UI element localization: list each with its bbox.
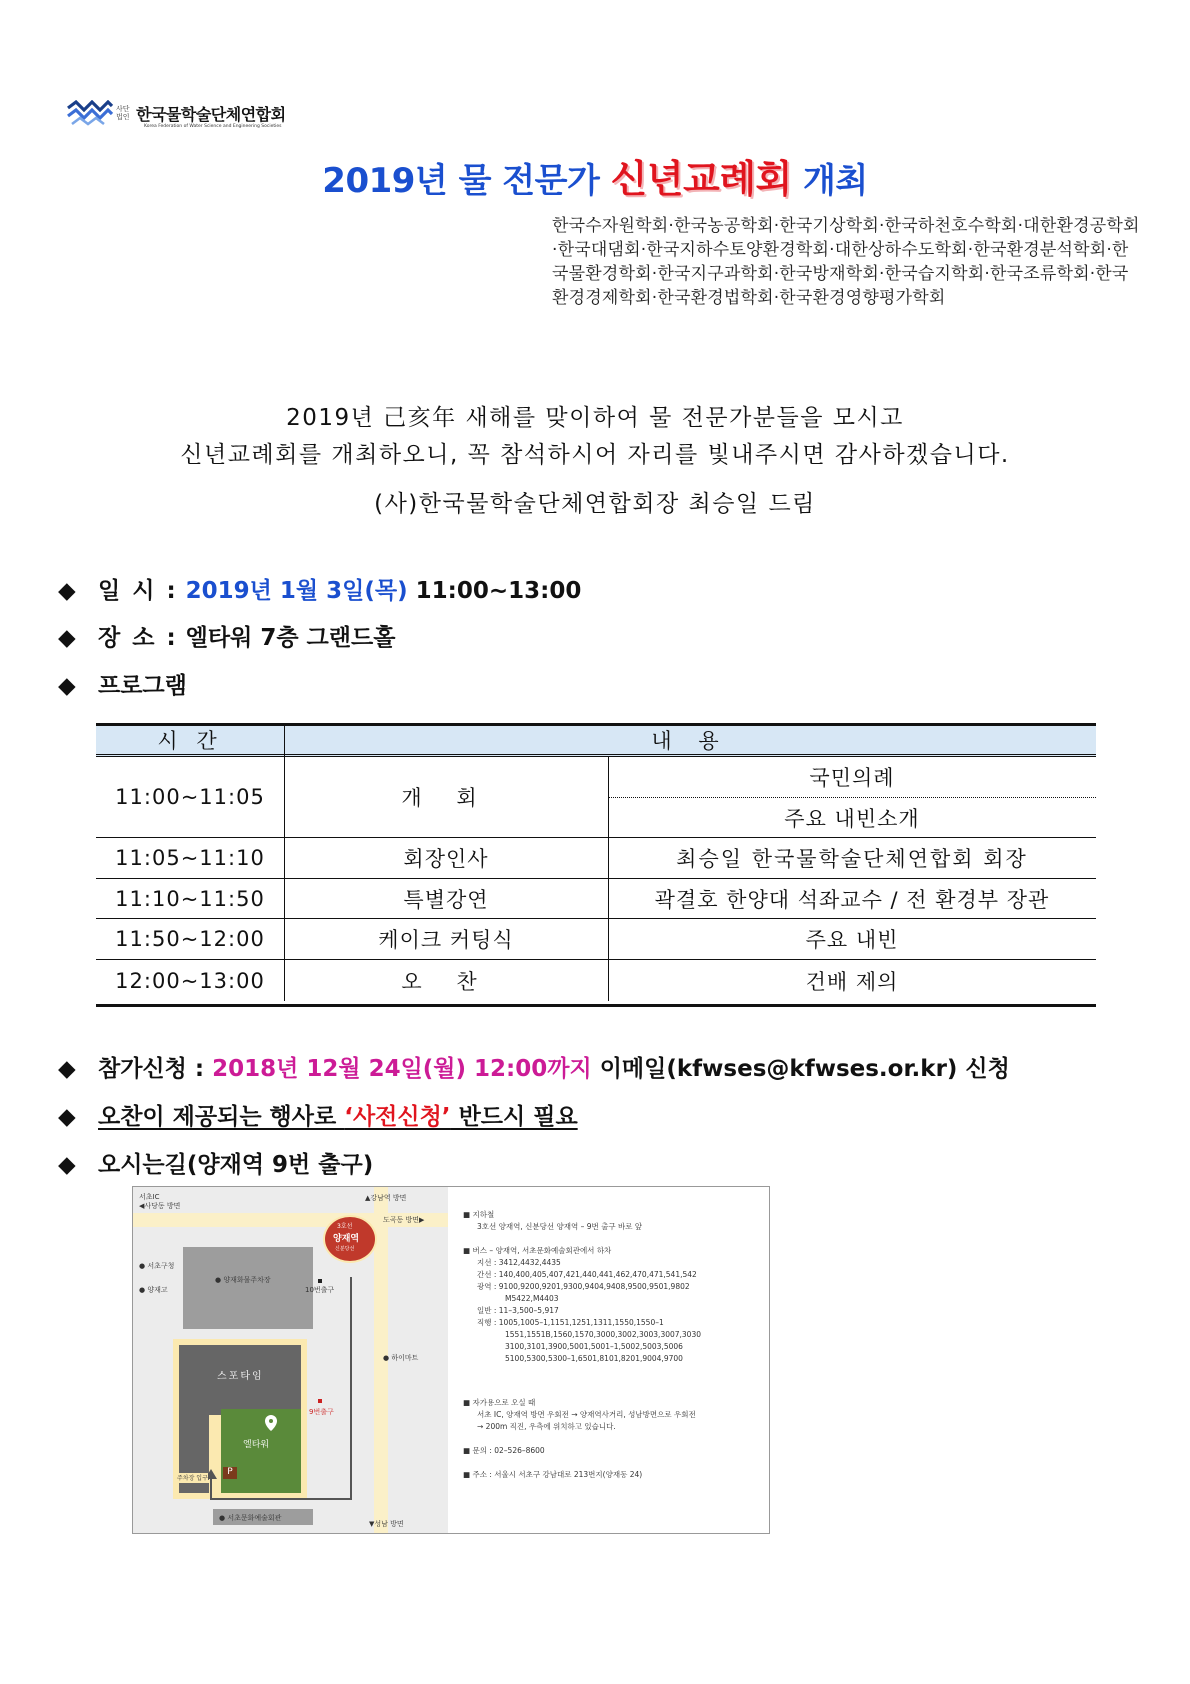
event-time: 11:00~13:00 [415,578,582,604]
table-row-detail: 주요 내빈소개 [784,806,920,831]
sportime-label: 스포타임 [217,1371,264,1382]
table-row-detail: 최승일 한국물학술단체연합회 회장 [676,847,1028,871]
event-date: 2019년 1월 3일(목) [185,578,408,604]
intro-line-1: 2019년 己亥年 새해를 맞이하여 물 전문가분들을 모시고 [286,405,904,431]
signature-line: (사)한국물학술단체연합회장 최승일 드림 [374,491,816,517]
title-highlight: 신년교례회 [610,157,792,201]
program-table [96,723,1096,1007]
table-row-detail: 주요 내빈 [805,928,899,952]
federation-logo [66,100,306,130]
host-societies: 한국수자원학회·한국농공학회·한국기상학회·한국하천호수학회·대한환경공학회·한국대댐회·한국지하수토양환경학회·대한상하수도학회·한국환경분석학회·한국물환경학회·한국지구과학회·한국방재학회·한국습지학회·한국조류학회·한국환경경제학회·한국환경법학회·한국환경영향평가학회 [552,216,1140,308]
table-row-item: 회장인사 [403,847,489,871]
page-title: 2019년 물 전문가 신년교례회 개최 [322,157,868,201]
logo-english: Korea Federation of Water Science and Engineering Societies [144,124,282,129]
registration-method: 이메일(kfwses@kfwses.or.kr) 신청 [599,1056,1010,1082]
logo-small-text: 사단 법인 [116,105,130,121]
header-content: 내 용 [651,729,729,753]
directions-heading: ◆ 오시는길(양재역 9번 출구) [58,1152,374,1178]
table-row-item: 오 찬 [401,969,491,994]
intro-line-2: 신년교례회를 개최하오니, 꼭 참석하시어 자리를 빛내주시면 감사하겠습니다. [180,442,1010,468]
table-row-item: 특별강연 [403,887,489,912]
table-row-detail: 곽결호 한양대 석좌교수 / 전 환경부 장관 [654,887,1050,912]
registration-line: ◆ 참가신청 : 2018년 12월 24일(월) 12:00까지 이메일(kfwses@kfwses.or.kr) 신청 [58,1056,1010,1082]
program-heading: ◆ 프로그램 [58,673,187,699]
table-row-time: 11:10~11:50 [115,886,265,911]
table-row-detail: 국민의례 [809,766,895,790]
place-line: ◆ 장 소 : 엘타워 7층 그랜드홀 [58,625,396,651]
logo-name: 한국물학술단체연합회 [136,105,286,124]
table-row-detail: 건배 제의 [805,969,899,994]
table-row-item: 케이크 커팅식 [378,928,514,952]
location-map: 3호선 양재역 신분당선 서초IC ◀사당동 방면 ▲강남역 방면 도곡동 방면▶ ● 서초구청 ● 양재고 ● 양재화물주차장 10번출구 ● 하이마트 스포타임 9번출구 엘타워 주차장 입구 P ● 서초문화예술회관 ▼성남 방면 ■ 지하철 3호선 양재역, 신분당선 양재역 – 9번 출구 바로 앞 ■ 버스 – 양재역, 서초문화예술회관에서 하차 지선 : 3412,4432,4435 간선 : 140,400,405,407,421,440,441,462,470,471,541,542 광역 : 9100,9200,9201,9300,9404,9408,9500,9501,9802 M5422,M4403 일반 : 11–3,500–5,917 직행 : 1005,1005–1,1151,1251,1311,1550,1550–1 1551,1551B,1560,1570,3000,3002,3003,3007,3030 3100,3101,3900,5001,5001–1,5002,5003,5006 5100,5300,5300–1,6501,8101,8201,9004,9700 ■ 자가용으로 오실 때 서초 IC, 양재역 방면 우회전 → 양재역사거리, 성남방면으로 우회전 → 200m 직진, 우측에 위치하고 있습니다. ■ 문의 : 02–526–8600 ■ 주소 : 서울시 서초구 강남대로 213번지(양재동 24) [132,1186,770,1534]
header-time: 시 간 [157,729,223,753]
wave-logo-icon [66,100,114,126]
registration-deadline: 2018년 12월 24일(월) 12:00까지 [212,1056,592,1082]
station-label: 양재역 [333,1234,360,1244]
notice-line: ◆ 오찬이 제공되는 행사로 ‘사전신청’ 반드시 필요 [58,1104,578,1130]
table-row-time: 11:05~11:10 [115,846,265,870]
table-row-item: 개 회 [401,786,491,810]
table-row-time: 12:00~13:00 [115,968,265,993]
map-area: 3호선 양재역 신분당선 서초IC ◀사당동 방면 ▲강남역 방면 도곡동 방면▶ ● 서초구청 ● 양재고 ● 양재화물주차장 10번출구 ● 하이마트 스포타임 9번출구 엘타워 주차장 입구 P ● 서초문화예술회관 ▼성남 방면 [133,1187,448,1533]
table-row-time: 11:50~12:00 [115,927,265,951]
notice-highlight: ‘사전신청’ [344,1104,451,1130]
table-row-time: 11:00~11:05 [115,785,265,809]
ltower-label: 엘타워 [243,1440,270,1450]
event-place: 엘타워 7층 그랜드홀 [185,625,396,651]
date-line: ◆ 일 시 : 2019년 1월 3일(목) 11:00~13:00 [58,578,582,604]
